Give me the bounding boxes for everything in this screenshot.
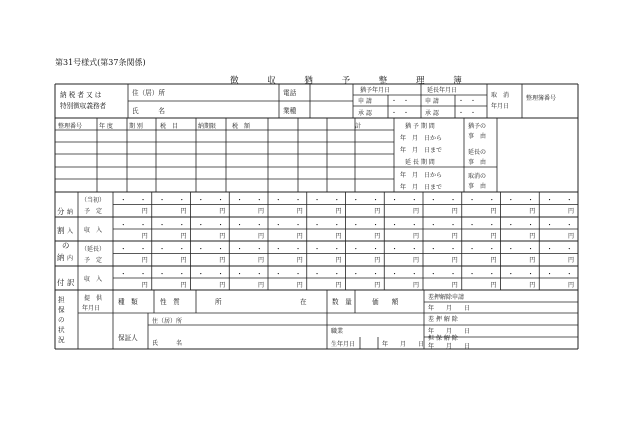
date-dot: ・ (352, 196, 360, 204)
value-label: 価 額 (372, 298, 399, 306)
yen-unit: 円 (568, 208, 575, 215)
yen-unit: 円 (529, 233, 536, 240)
approval-label: 承 認 (358, 110, 372, 117)
yen-unit: 円 (258, 282, 265, 289)
column-header: 納期限 (198, 123, 217, 130)
location-label: 所 (215, 298, 222, 306)
date-dot: ・ (158, 196, 166, 204)
date-dot: ・ (139, 221, 147, 229)
seizure-release-label: 差 押 解 除 (428, 316, 458, 323)
occupation-label: 職業 (331, 328, 344, 335)
release-date-label: 年 月 日 (428, 305, 471, 312)
date-dot: ・ (546, 196, 553, 204)
yen-unit: 円 (490, 233, 497, 240)
yen-unit: 円 (451, 208, 458, 215)
column-header: 整理番号 (58, 123, 83, 130)
date-dot: ・ (139, 245, 147, 253)
yen-unit: 円 (568, 257, 575, 264)
date-dot: ・ (391, 270, 398, 278)
date-dot: ・ (120, 221, 127, 229)
installment-row-label: 予 定 (84, 257, 103, 264)
date-dot: ・ (372, 221, 379, 229)
yen-unit: 円 (413, 233, 420, 240)
date-dots: ・ ・ (391, 110, 410, 117)
yen-unit: 円 (335, 282, 342, 289)
date-dot: ・ (468, 270, 476, 278)
cancel-date-label: 年月日 (491, 103, 510, 110)
yen-unit: 円 (490, 257, 497, 264)
date-dot: ・ (275, 245, 282, 253)
application-label: 申 請 (425, 98, 439, 105)
yen-unit: 円 (141, 208, 148, 215)
date-dot: ・ (139, 270, 147, 278)
date-dot: ・ (217, 196, 224, 204)
date-dot: ・ (120, 270, 127, 278)
reason-label: 事 由 (468, 133, 487, 140)
date-dot: ・ (197, 270, 205, 278)
date-dot: ・ (546, 221, 553, 229)
extension-period-label: 延 長 期 間 (405, 159, 435, 166)
yen-unit: 円 (258, 233, 265, 240)
date-dots: ・ ・ (458, 110, 477, 117)
yen-unit: 円 (490, 208, 497, 215)
approval-label: 承 認 (425, 110, 439, 117)
date-dot: ・ (411, 245, 418, 253)
side-label-char: の (62, 241, 70, 250)
yen-unit: 円 (374, 282, 381, 289)
quantity-label: 数 量 (332, 298, 352, 306)
date-dot: ・ (527, 245, 534, 253)
release-date-label: 年 月 日 (428, 328, 471, 335)
installment-row-label: 予 定 (84, 208, 103, 215)
yen-unit: 円 (180, 257, 187, 264)
release-date-label: 年 月 日 (428, 343, 471, 350)
date-dots: ・ ・ (391, 98, 410, 105)
cancel-date-label: 取 消 (491, 92, 510, 99)
date-dot: ・ (313, 221, 321, 229)
date-dot: ・ (391, 245, 398, 253)
address-label: 住（居）所 (132, 89, 165, 97)
collateral-release-label: 担 保 解 除 (428, 335, 458, 342)
birth-date-value: 年 月 日 (382, 341, 425, 348)
yen-unit: 円 (219, 257, 226, 264)
collateral-side-char: の (58, 316, 65, 324)
date-dot: ・ (566, 270, 573, 278)
yen-unit: 円 (335, 208, 342, 215)
date-dot: ・ (256, 221, 263, 229)
date-dot: ・ (391, 221, 398, 229)
provided-date-label: 年月日 (82, 305, 101, 312)
yen-unit: 円 (529, 257, 536, 264)
date-dot: ・ (256, 245, 263, 253)
date-dot: ・ (294, 221, 302, 229)
collateral-side-char: 担 (58, 296, 65, 304)
name-label: 氏 名 (132, 107, 165, 115)
yen-unit: 円 (180, 208, 187, 215)
type-label: 種 類 (118, 298, 138, 306)
date-dot: ・ (527, 221, 534, 229)
date-dot: ・ (313, 270, 321, 278)
yen-unit: 円 (258, 257, 265, 264)
location-label: 在 (300, 298, 307, 306)
date-dot: ・ (352, 270, 360, 278)
date-dot: ・ (256, 270, 263, 278)
date-dot: ・ (566, 196, 573, 204)
collateral-side-char: 況 (58, 336, 65, 344)
date-dot: ・ (197, 196, 205, 204)
date-dot: ・ (468, 245, 476, 253)
date-dot: ・ (507, 245, 515, 253)
date-dot: ・ (352, 245, 360, 253)
birth-date-label: 生年月日 (331, 341, 356, 348)
yen-unit: 円 (490, 282, 497, 289)
date-dot: ・ (256, 196, 263, 204)
yen-unit: 円 (141, 257, 148, 264)
yen-unit: 円 (451, 282, 458, 289)
side-label-char: 納 (57, 253, 65, 262)
reason-label: 延長の (468, 149, 487, 156)
yen-unit: 円 (413, 282, 420, 289)
taxpayer-label: 納 税 者 又 は (60, 91, 102, 99)
yen-unit: 円 (219, 282, 226, 289)
date-dot: ・ (488, 196, 496, 204)
date-dot: ・ (411, 221, 418, 229)
date-dot: ・ (449, 245, 457, 253)
yen-unit: 円 (568, 233, 575, 240)
date-dot: ・ (546, 270, 553, 278)
from-date-label: 年 月 日から (400, 135, 443, 142)
date-dot: ・ (158, 270, 166, 278)
date-dot: ・ (449, 270, 457, 278)
date-dot: ・ (468, 196, 476, 204)
date-dot: ・ (566, 245, 573, 253)
date-dot: ・ (507, 221, 515, 229)
phone-label: 電話 (283, 89, 297, 97)
side-label-char: 訳 (67, 278, 75, 287)
taxpayer-label: 特別徴収義務者 (60, 102, 107, 110)
extension-date-label: 延長年月日 (427, 87, 458, 94)
installment-type-label: （当初） (81, 197, 106, 204)
date-dot: ・ (411, 270, 418, 278)
reason-label: 事 由 (468, 159, 487, 166)
date-dot: ・ (507, 196, 515, 204)
date-dots: ・ ・ (458, 98, 477, 105)
application-label: 申 請 (358, 98, 372, 105)
side-label-char: 入 (67, 228, 74, 235)
date-dot: ・ (275, 221, 282, 229)
guarantor-label: 保証人 (118, 334, 138, 342)
date-dot: ・ (411, 196, 418, 204)
date-dot: ・ (236, 221, 243, 229)
date-dot: ・ (313, 245, 321, 253)
release-request-label: 差押解除申請 (428, 294, 465, 301)
yen-unit: 円 (258, 208, 265, 215)
date-dot: ・ (430, 196, 437, 204)
date-dot: ・ (352, 221, 360, 229)
date-dot: ・ (120, 196, 127, 204)
reason-label: 取消の (468, 173, 487, 180)
date-dot: ・ (294, 245, 302, 253)
installment-row-label: 収 入 (84, 227, 103, 234)
yen-unit: 円 (413, 208, 420, 215)
date-dot: ・ (217, 245, 224, 253)
yen-unit: 円 (413, 257, 420, 264)
column-header: 税 額 (232, 123, 251, 130)
total-label: 計 (355, 123, 362, 130)
date-dot: ・ (507, 270, 515, 278)
period-label: 猶 予 期 間 (405, 123, 435, 130)
date-dot: ・ (333, 245, 341, 253)
guarantor-name-label: 氏 名 (152, 340, 183, 347)
date-dot: ・ (333, 196, 341, 204)
yen-unit: 円 (219, 233, 226, 240)
reason-label: 猶予の (468, 123, 487, 130)
column-header: 期 別 (129, 123, 143, 130)
side-label-char: 納 (67, 209, 74, 216)
yen-unit: 円 (141, 282, 148, 289)
form-number: 第31号様式(第37条関係) (55, 58, 146, 67)
date-dot: ・ (313, 196, 321, 204)
date-dot: ・ (217, 270, 224, 278)
installment-type-label: （延長） (81, 246, 106, 253)
date-dot: ・ (391, 196, 398, 204)
date-dot: ・ (527, 196, 534, 204)
collateral-side-char: 保 (58, 306, 65, 314)
date-dot: ・ (430, 270, 437, 278)
date-dot: ・ (236, 270, 243, 278)
date-dot: ・ (449, 221, 457, 229)
nature-label: 性 質 (160, 298, 180, 306)
side-label-char: 内 (67, 255, 74, 262)
date-dot: ・ (488, 221, 496, 229)
side-label-char: 割 (57, 226, 65, 235)
guarantor-address-label: 住（居）所 (152, 318, 183, 325)
deferral-date-label: 猶予年月日 (360, 87, 391, 94)
date-dot: ・ (178, 245, 186, 253)
date-dot: ・ (178, 196, 186, 204)
date-dot: ・ (178, 221, 186, 229)
yen-unit: 円 (219, 208, 226, 215)
yen-unit: 円 (335, 233, 342, 240)
yen-unit: 円 (529, 208, 536, 215)
date-dot: ・ (333, 221, 341, 229)
side-label-char: 付 (57, 278, 65, 287)
date-dot: ・ (294, 270, 302, 278)
side-label-char: 分 (57, 207, 65, 216)
yen-unit: 円 (180, 282, 187, 289)
provided-date-label: 提 供 (84, 295, 103, 302)
date-dot: ・ (372, 245, 379, 253)
yen-unit: 円 (335, 257, 342, 264)
yen-unit: 円 (451, 233, 458, 240)
yen-unit: 円 (180, 233, 187, 240)
date-dot: ・ (158, 221, 166, 229)
date-dot: ・ (449, 196, 457, 204)
reason-label: 事 由 (468, 183, 487, 190)
date-dot: ・ (430, 221, 437, 229)
column-header: 年 度 (99, 123, 113, 130)
yen-unit: 円 (374, 257, 381, 264)
date-dot: ・ (217, 221, 224, 229)
date-dot: ・ (294, 196, 302, 204)
to-date-label: 年 月 日まで (400, 184, 443, 191)
date-dot: ・ (333, 270, 341, 278)
date-dot: ・ (372, 270, 379, 278)
yen-unit: 円 (296, 257, 303, 264)
date-dot: ・ (275, 196, 282, 204)
date-dot: ・ (197, 245, 205, 253)
date-dot: ・ (275, 270, 282, 278)
yen-unit: 円 (296, 208, 303, 215)
to-date-label: 年 月 日まで (400, 147, 443, 154)
industry-label: 業種 (283, 107, 297, 115)
date-dot: ・ (236, 196, 243, 204)
yen-unit: 円 (451, 257, 458, 264)
installment-row-label: 収 入 (84, 276, 103, 283)
register-number-label: 整理簿番号 (526, 95, 557, 102)
date-dot: ・ (488, 270, 496, 278)
date-dot: ・ (372, 196, 379, 204)
date-dot: ・ (120, 245, 127, 253)
date-dot: ・ (527, 270, 534, 278)
date-dot: ・ (236, 245, 243, 253)
date-dot: ・ (139, 196, 147, 204)
column-header: 税 目 (160, 123, 179, 130)
yen-unit: 円 (568, 282, 575, 289)
date-dot: ・ (546, 245, 553, 253)
yen-unit: 円 (529, 282, 536, 289)
date-dot: ・ (430, 245, 437, 253)
date-dot: ・ (158, 245, 166, 253)
collateral-side-char: 状 (58, 326, 65, 334)
yen-unit: 円 (141, 233, 148, 240)
date-dot: ・ (178, 270, 186, 278)
date-dot: ・ (468, 221, 476, 229)
yen-unit: 円 (296, 282, 303, 289)
date-dot: ・ (566, 221, 573, 229)
date-dot: ・ (197, 221, 205, 229)
date-dot: ・ (488, 245, 496, 253)
yen-unit: 円 (374, 208, 381, 215)
from-date-label: 年 月 日から (400, 172, 443, 179)
page-title: 徴 収 猶 予 整 理 簿 (230, 76, 475, 86)
yen-unit: 円 (296, 233, 303, 240)
yen-unit: 円 (374, 233, 381, 240)
